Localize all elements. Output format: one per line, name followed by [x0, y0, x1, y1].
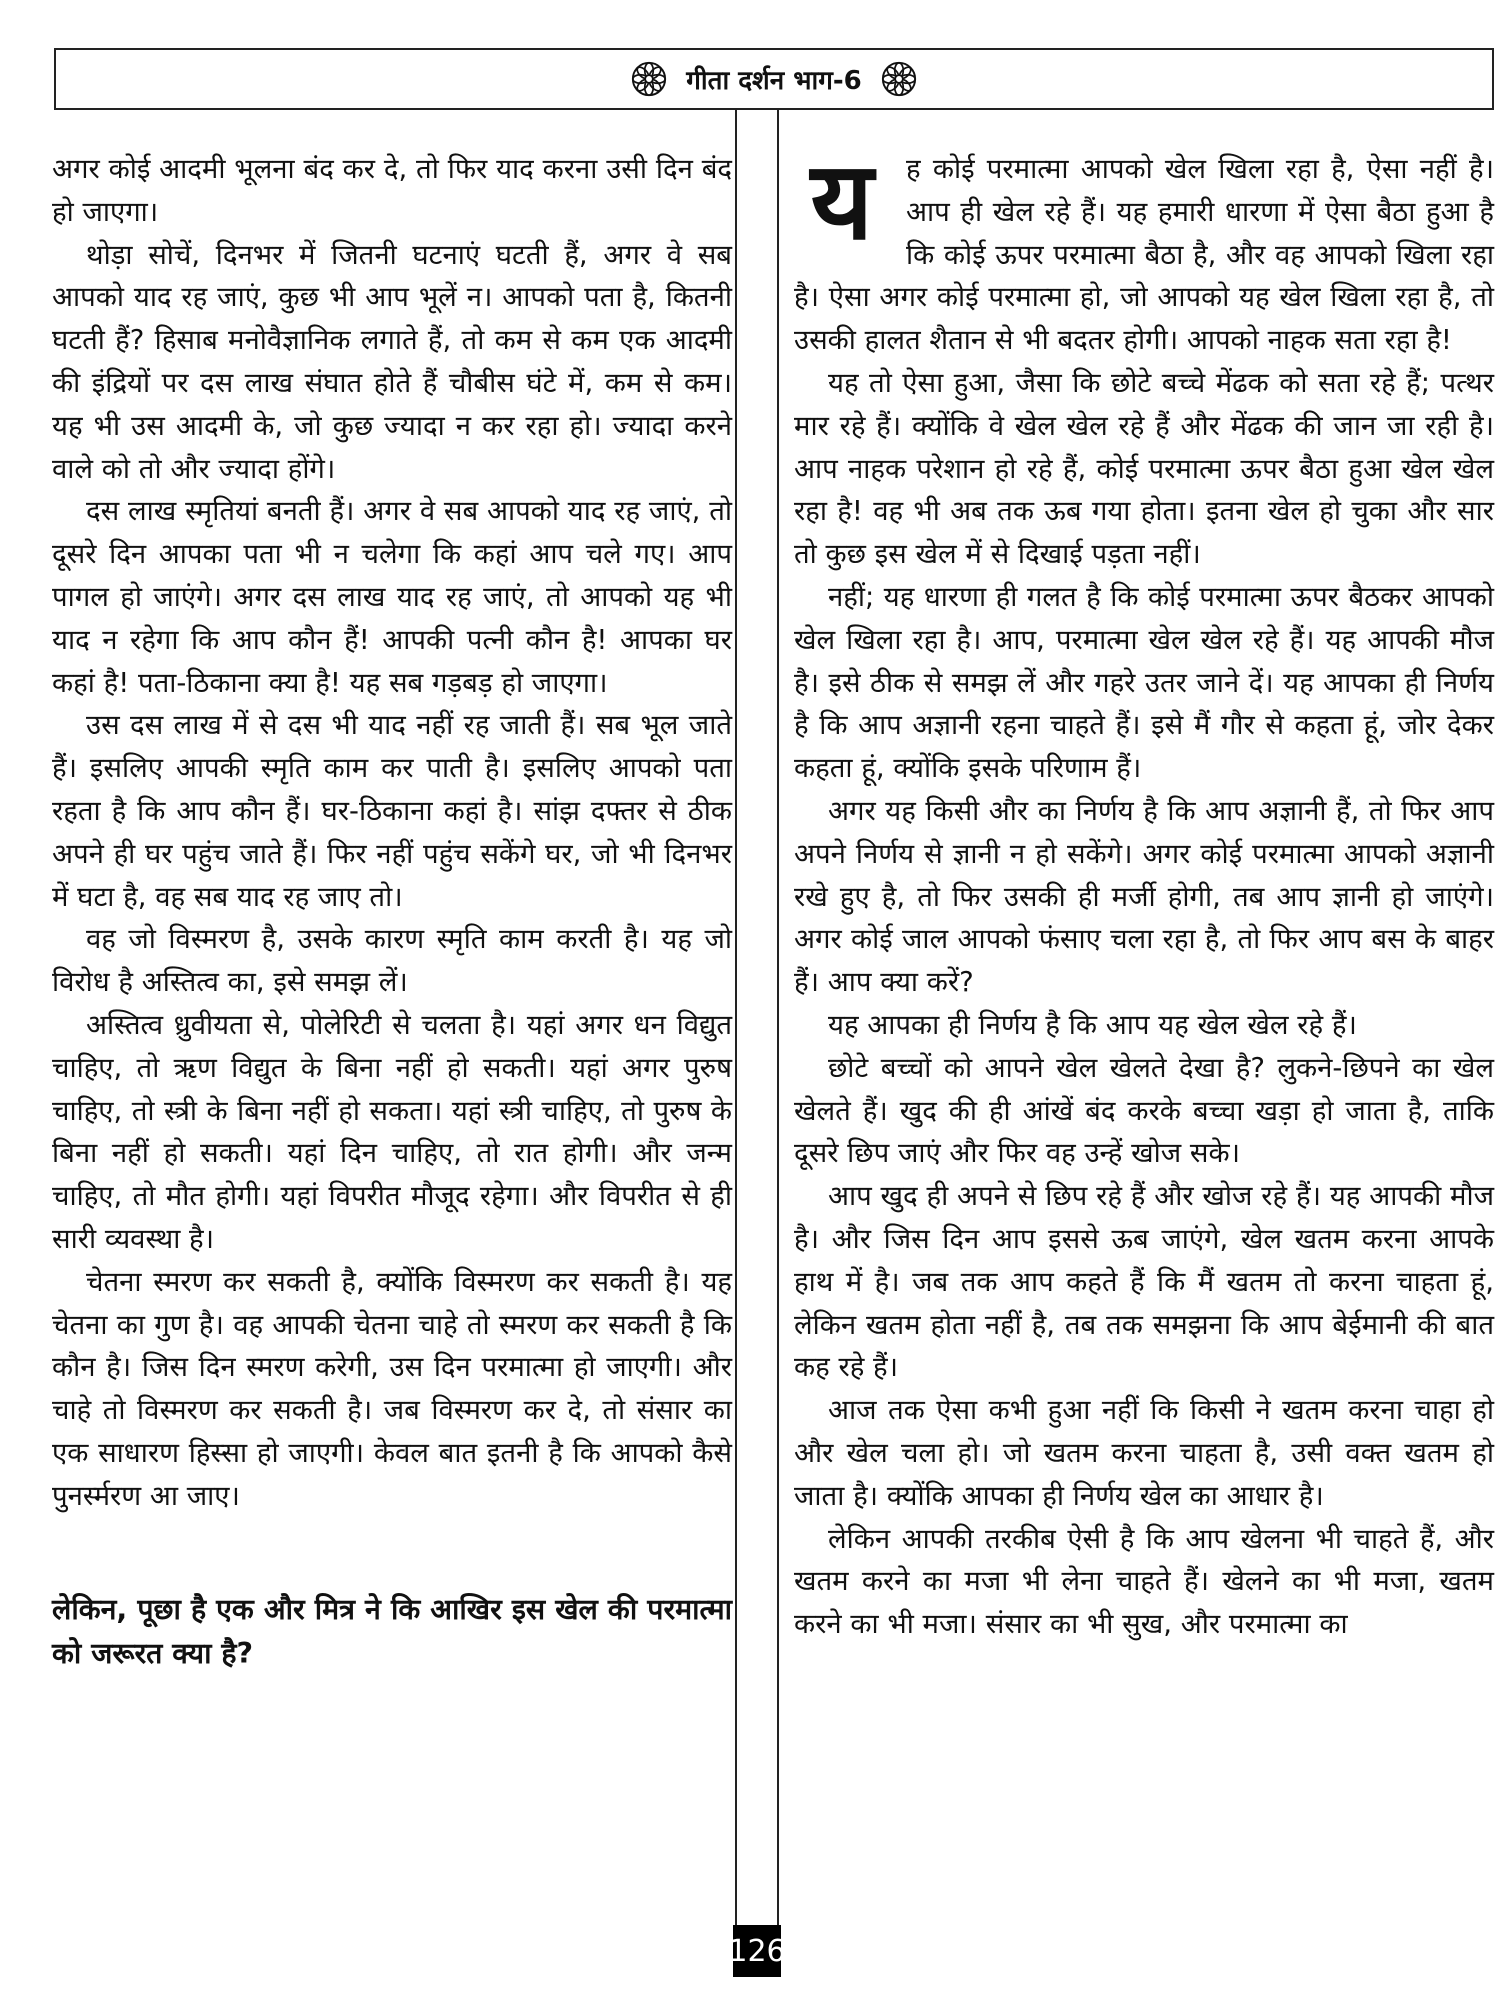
book-title: गीता दर्शन भाग-6: [686, 66, 862, 96]
paragraph: उस दस लाख में से दस भी याद नहीं रह जाती हैं। सब भूल जाते हैं। इसलिए आपकी स्मृति काम कर पाती है। इसलिए आपको पता रहता है कि आप कौन हैं। घर-ठिकाना कहां है। सांझ दफ्तर से ठीक अपने ही घर पहुंच जाते हैं। फिर नहीं पहुंच सकेंगे घर, जो भी दिनभर में घटा है, वह सब याद रह जाए तो।: [52, 709, 732, 913]
paragraph: वह जो विस्मरण है, उसके कारण स्मृति काम करती है। यह जो विरोध है अस्तित्व का, इसे समझ लें।: [52, 923, 732, 999]
opening-paragraph-text: ह कोई परमात्मा आपको खेल खिला रहा है, ऐसा नहीं है। आप ही खेल रहे हैं। यह हमारी धारणा में ऐसा बैठा हुआ है कि कोई ऊपर परमात्मा बैठा है, और वह आपको खिला रहा है। ऐसा अगर कोई परमात्मा हो, जो आपको यह खेल खिला रहा है, तो उसकी हालत शैतान से भी बदतर होगी। आपको नाहक सता रहा है!: [794, 153, 1494, 357]
lotus-ornament-icon: [630, 60, 668, 98]
paragraph: लेकिन आपकी तरकीब ऐसी है कि आप खेलना भी चाहते हैं, और खतम करने का मजा भी लेना चाहते हैं। खेलने का भी मजा, खतम करने का भी मजा। संसार का भी सुख, और परमात्मा का: [794, 1522, 1494, 1641]
paragraph: चेतना स्मरण कर सकती है, क्योंकि विस्मरण कर सकती है। यह चेतना का गुण है। वह आपकी चेतना चाहे तो स्मरण कर सकती है कि कौन है। जिस दिन स्मरण करेगी, उस दिन परमात्मा हो जाएगी। और चाहे तो विस्मरण कर सकती है। जब विस्मरण कर दे, तो संसार का एक साधारण हिस्सा हो जाएगी। केवल बात इतनी है कि आपको कैसे पुनर्स्मरण आ जाए।: [52, 1265, 732, 1512]
paragraph: यह तो ऐसा हुआ, जैसा कि छोटे बच्चे मेंढक को सता रहे हैं; पत्थर मार रहे हैं। क्योंकि वे खेल खेल रहे हैं और मेंढक की जान जा रही है। आप नाहक परेशान हो रहे हैं, कोई परमात्मा ऊपर बैठा हुआ खेल खेल रहा है! वह भी अब तक ऊब गया होता। इतना खेल हो चुका और सार तो कुछ इस खेल में से दिखाई पड़ता नहीं।: [794, 366, 1494, 571]
paragraph: आप खुद ही अपने से छिप रहे हैं और खोज रहे हैं। यह आपकी मौज है। और जिस दिन आप इससे ऊब जाएंगे, खेल खतम करना आपके हाथ में है। जब तक आप कहते हैं कि मैं खतम तो करना चाहता हूं, लेकिन खतम होता नहीं है, तब तक समझना कि आप बेईमानी की बात कह रहे हैं।: [794, 1180, 1494, 1384]
paragraph: आज तक ऐसा कभी हुआ नहीं कि किसी ने खतम करना चाहा हो और खेल चला हो। जो खतम करना चाहता है, उसी वक्त खतम हो जाता है। क्योंकि आपका ही निर्णय खेल का आधार है।: [794, 1394, 1494, 1512]
paragraph: छोटे बच्चों को आपने खेल खेलते देखा है? लुकने-छिपने का खेल खेलते हैं। खुद की ही आंखें बंद करके बच्चा खड़ा हो जाता है, ताकि दूसरे छिप जाएं और फिर वह उन्हें खोज सके।: [794, 1051, 1494, 1170]
drop-cap: य: [810, 139, 874, 264]
paragraph: अगर कोई आदमी भूलना बंद कर दे, तो फिर याद करना उसी दिन बंद हो जाएगा।: [52, 153, 732, 228]
left-column: [52, 148, 732, 1676]
column-divider: [735, 108, 779, 1963]
paragraph: नहीं; यह धारणा ही गलत है कि कोई परमात्मा ऊपर बैठकर आपको खेल खिला रहा है। आप, परमात्मा खेल खेल रहे हैं। यह आपकी मौज है। इसे ठीक से समझ लें और गहरे उतर जाने दें। यह आपका ही निर्णय है कि आप अज्ञानी रहना चाहते हैं। इसे मैं गौर से कहता हूं, जोर देकर कहता हूं, क्योंकि इसके परिणाम हैं।: [794, 580, 1494, 785]
paragraph: थोड़ा सोचें, दिनभर में जितनी घटनाएं घटती हैं, अगर वे सब आपको याद रह जाएं, कुछ भी आप भूलें न। आपको पता है, कितनी घटती हैं? हिसाब मनोवैज्ञानिक लगाते हैं, तो कम से कम एक आदमी की इंद्रियों पर दस लाख संघात होते हैं चौबीस घंटे में, कम से कम। यह भी उस आदमी के, जो कुछ ज्यादा न कर रहा हो। ज्यादा करने वाले को तो और ज्यादा होंगे।: [52, 238, 732, 485]
header-content: [56, 50, 1492, 108]
paragraph: अस्तित्व ध्रुवीयता से, पोलेरिटी से चलता है। यहां अगर धन विद्युत चाहिए, तो ऋण विद्युत के बिना नहीं हो सकती। यहां अगर पुरुष चाहिए, तो स्त्री के बिना नहीं हो सकता। यहां स्त्री चाहिए, तो पुरुष के बिना नहीं हो सकती। यहां दिन चाहिए, तो रात होगी। और जन्म चाहिए, तो मौत होगी। यहां विपरीत मौजूद रहेगा। और विपरीत से ही सारी व्यवस्था है।: [52, 1008, 732, 1255]
running-header: [54, 48, 1494, 110]
paragraph: दस लाख स्मृतियां बनती हैं। अगर वे सब आपको याद रह जाएं, तो दूसरे दिन आपका पता भी न चलेगा कि कहां आप चले गए। आप पागल हो जाएंगे। अगर दस लाख याद रह जाएं, तो आपको यह भी याद न रहेगा कि आप कौन हैं! आपकी पत्नी कौन है! आपका घर कहां है! पता-ठिकाना क्या है! यह सब गड़बड़ हो जाएगा।: [52, 495, 732, 699]
paragraph: अगर यह किसी और का निर्णय है कि आप अज्ञानी हैं, तो फिर आप अपने निर्णय से ज्ञानी न हो सकेंगे। अगर कोई परमात्मा आपको अज्ञानी रखे हुए है, तो फिर उसकी ही मर्जी होगी, तब आप ज्ञानी हो जाएंगे। अगर कोई जाल आपको फंसाए चला रहा है, तो फिर आप बस के बाहर हैं। आप क्या करें?: [794, 794, 1494, 999]
right-column: [794, 139, 1494, 1646]
opening-paragraph: [794, 139, 1494, 362]
paragraph: यह आपका ही निर्णय है कि आप यह खेल खेल रहे हैं।: [828, 1008, 1357, 1041]
lotus-ornament-icon: [880, 60, 918, 98]
question-heading: लेकिन, पूछा है एक और मित्र ने कि आखिर इस खेल की परमात्मा को जरूरत क्या है?: [52, 1592, 732, 1670]
page-number: 126: [733, 1925, 781, 1977]
